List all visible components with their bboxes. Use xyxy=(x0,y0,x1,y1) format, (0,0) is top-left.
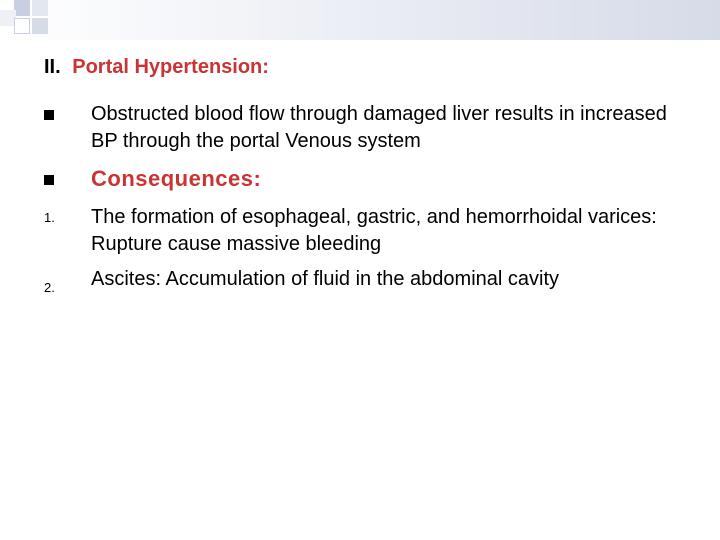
heading-title: Portal Hypertension: xyxy=(72,56,269,78)
deco-square xyxy=(32,0,48,16)
item-text: Obstructed blood flow through damaged liver results in increased BP through the portal Venous system xyxy=(91,103,667,152)
square-bullet-icon xyxy=(44,175,54,185)
list-number: 2. xyxy=(44,280,55,295)
item-text-consequences: Consequences: xyxy=(91,166,262,191)
item-text: The formation of esophageal, gastric, and hemorrhoidal varices: Rupture cause massive bleeding xyxy=(91,206,657,255)
square-bullet-icon xyxy=(44,110,54,120)
heading-numeral: II. xyxy=(44,56,61,78)
top-decorative-band xyxy=(0,0,720,40)
slide-heading xyxy=(44,56,269,79)
deco-square xyxy=(14,0,30,16)
deco-square xyxy=(32,18,48,34)
corner-squares-decoration xyxy=(0,0,60,40)
list-number: 1. xyxy=(44,210,55,225)
item-text: Ascites: Accumulation of fluid in the abdominal cavity xyxy=(91,268,560,290)
deco-square xyxy=(14,18,30,34)
